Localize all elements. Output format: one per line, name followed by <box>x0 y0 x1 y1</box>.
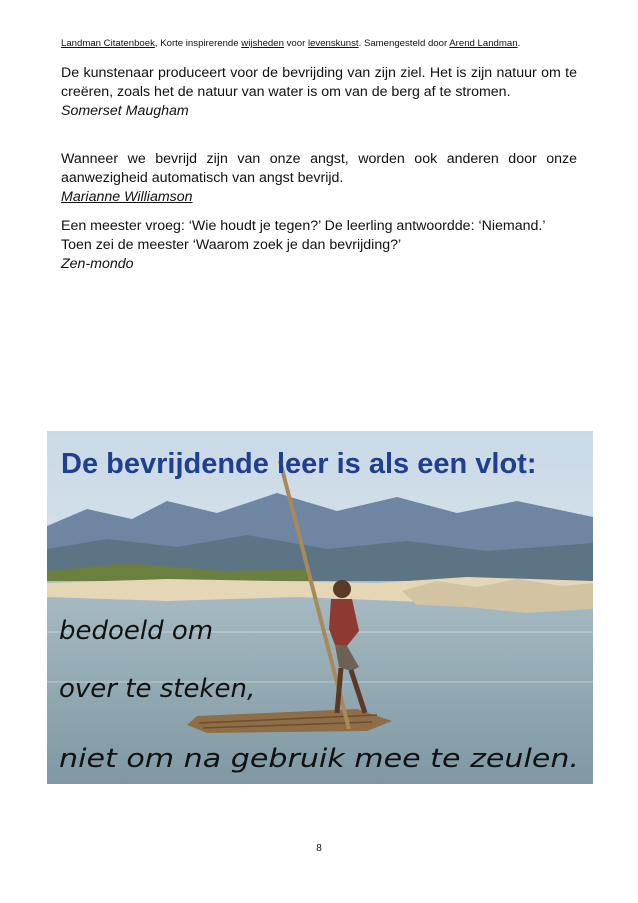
art-link[interactable]: levenskunst <box>307 38 359 49</box>
page-header <box>61 38 581 49</box>
raft-photo <box>47 431 593 784</box>
quote-line: Toen zei de meester ‘Waarom zoek je dan bevrijding?’ <box>61 237 402 253</box>
quote-line: Een meester vroeg: ‘Wie houdt je tegen?’ De leerling antwoordde: ‘Niemand.’ <box>61 218 546 234</box>
header-text-3: . Samengesteld door <box>358 38 450 49</box>
quote-maugham <box>61 64 577 121</box>
quote-author-link[interactable]: Marianne Williamson <box>61 189 193 205</box>
header-text-4: . <box>517 38 521 49</box>
wisdom-link[interactable]: wijsheden <box>241 38 284 49</box>
header-text-1: , Korte inspirerende <box>154 38 242 49</box>
caption-line-3: niet om na gebruik mee te zeulen. <box>59 744 579 774</box>
book-link[interactable]: Landman Citatenboek <box>61 38 155 49</box>
caption-line-2: over te steken, <box>59 674 256 704</box>
quote-author: Somerset Maugham <box>61 103 189 119</box>
caption-title: De bevrijdende leer is als een vlot: <box>61 448 537 480</box>
header-text-2: voor <box>283 38 308 49</box>
quote-text: De kunstenaar produceert voor de bevrijding van zijn ziel. Het is zijn natuur om te creëren, zoals het de natuur van water is om van de berg af te stromen. <box>61 65 577 100</box>
quote-author: Zen-mondo <box>61 256 134 272</box>
quote-zen-mondo <box>61 217 577 274</box>
caption-line-1: bedoeld om <box>59 616 214 646</box>
author-link[interactable]: Arend Landman <box>449 38 518 49</box>
quote-williamson <box>61 150 577 207</box>
quote-text: Wanneer we bevrijd zijn van onze angst, worden ook anderen door onze aanwezigheid automatisch van angst bevrijd. <box>61 151 577 186</box>
page-number: 8 <box>316 843 322 854</box>
boy-head <box>333 580 351 598</box>
